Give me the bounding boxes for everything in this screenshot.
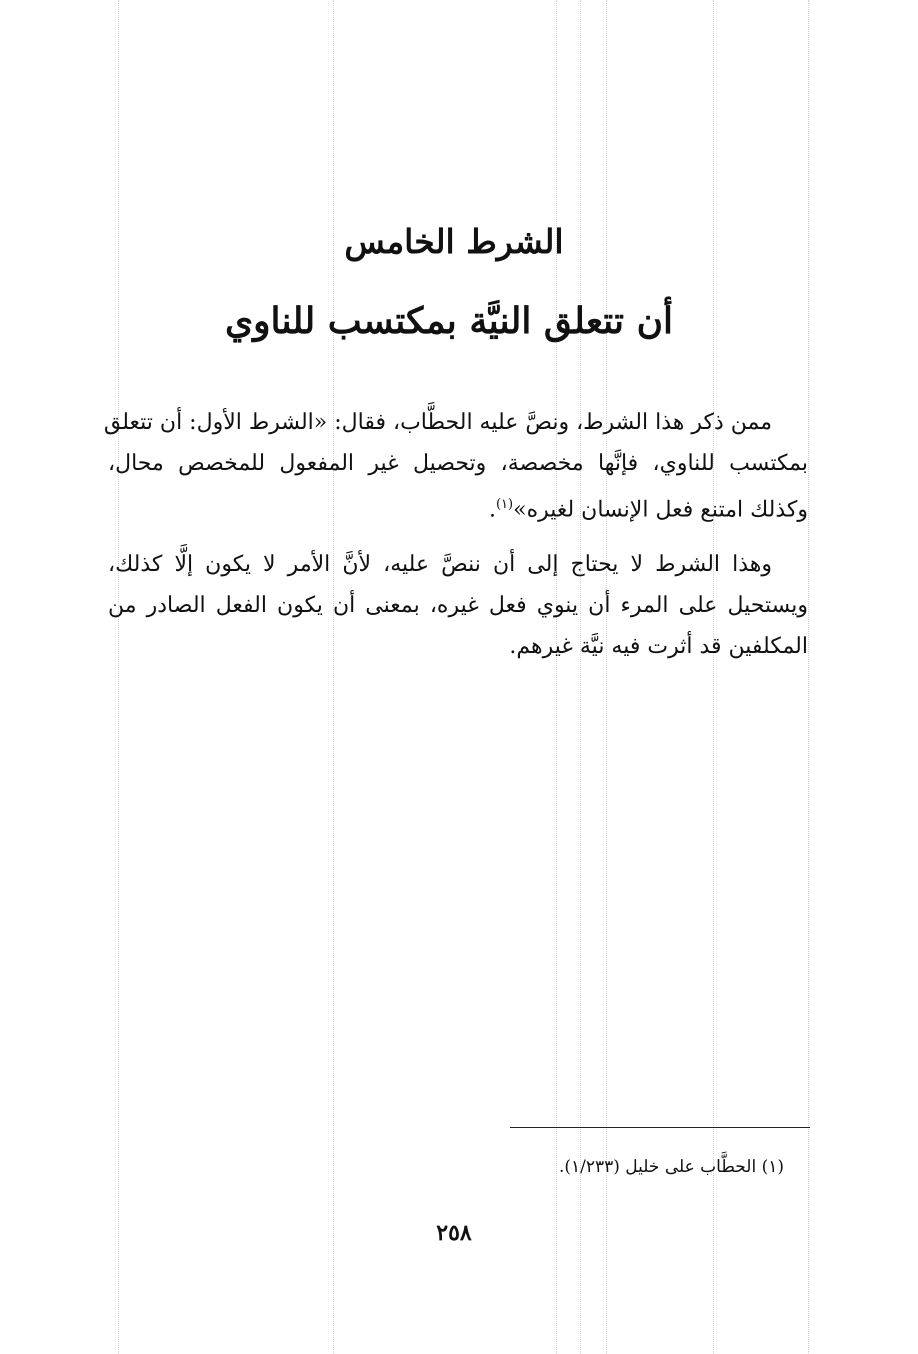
- paragraph-line: بمكتسب للناوي، فإنَّها مخصصة، وتحصيل غير المفعول للمخصص محال،: [108, 451, 808, 476]
- sentence-end: .: [488, 497, 496, 523]
- scan-artifact-line: [118, 0, 119, 1354]
- paragraph-1: [103, 402, 808, 530]
- paragraph-line-last: [108, 484, 808, 530]
- chapter-title: الشرط الخامس: [344, 222, 564, 261]
- footnote: (١) الحطَّاب على خليل (١/٢٣٣).: [558, 1157, 784, 1177]
- paragraph-2: [108, 544, 808, 667]
- footnote-marker[interactable]: (١): [495, 497, 514, 512]
- page-number: ٢٥٨: [436, 1220, 472, 1246]
- scan-artifact-line: [333, 0, 334, 1354]
- scan-artifact-line: [580, 0, 581, 1354]
- scan-artifact-line: [556, 0, 557, 1354]
- paragraph-line-text: وكذلك امتنع فعل الإنسان لغيره»: [513, 497, 808, 523]
- paragraph-line: ممن ذكر هذا الشرط، ونصَّ عليه الحطَّاب، فقال: «الشرط الأول: أن تتعلق: [103, 410, 772, 435]
- paragraph-line: وهذا الشرط لا يحتاج إلى أن ننصَّ عليه، لأنَّ الأمر لا يكون إلَّا كذلك،: [108, 552, 772, 577]
- paragraph-line: ويستحيل على المرء أن ينوي فعل غيره، بمعنى أن يكون الفعل الصادر من: [108, 593, 808, 618]
- scan-artifact-line: [713, 0, 714, 1354]
- paragraph-line: المكلفين قد أثرت فيه نيَّة غيرهم.: [509, 634, 808, 659]
- footnote-divider: [510, 1127, 810, 1128]
- scan-artifact-line: [606, 0, 607, 1354]
- scan-artifact-line: [808, 0, 809, 1354]
- chapter-subtitle: أن تتعلق النيَّة بمكتسب للناوي: [224, 300, 674, 342]
